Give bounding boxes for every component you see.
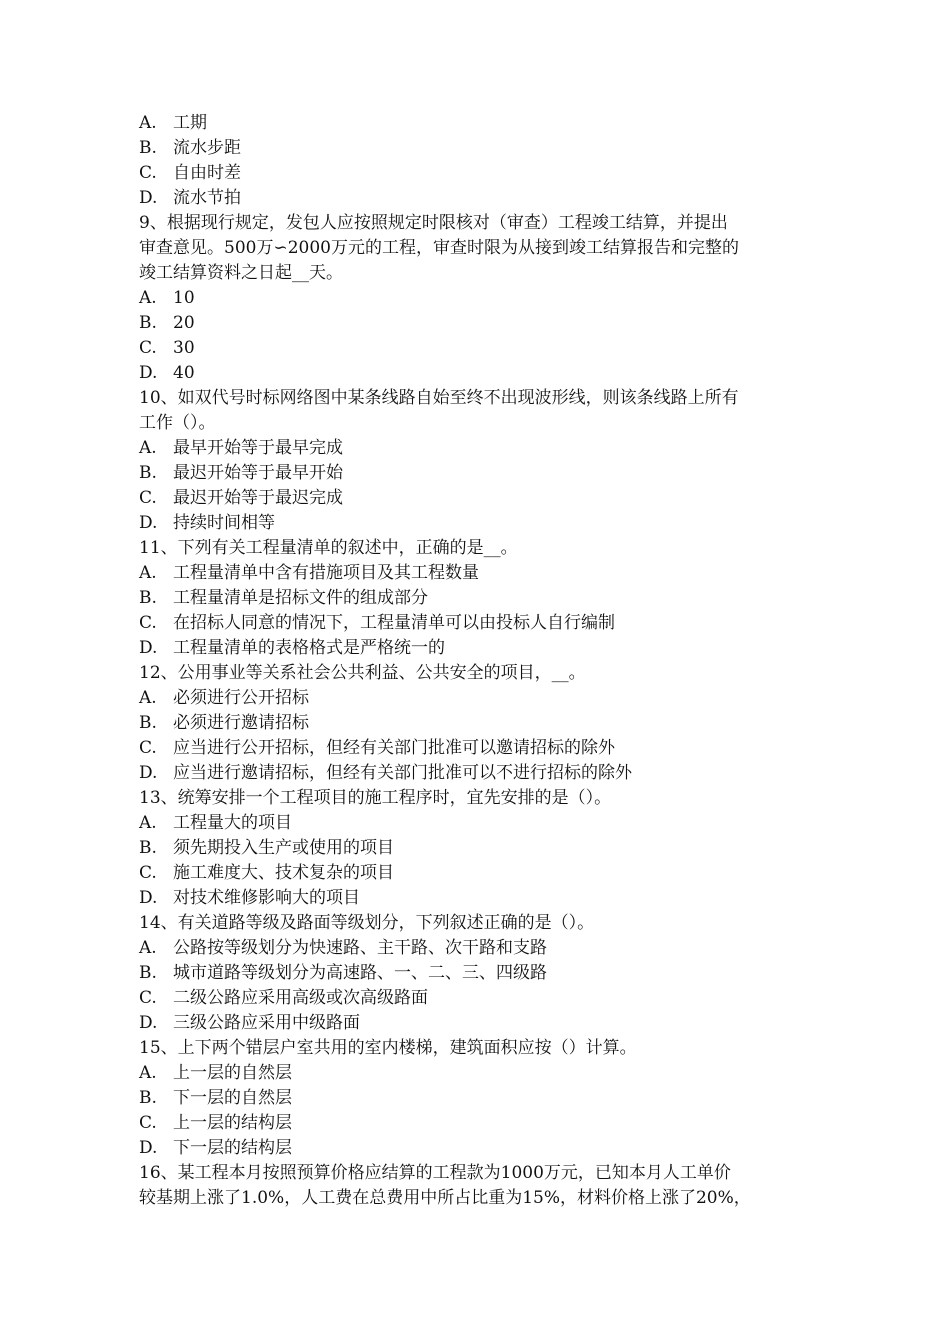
option-text: 须先期投入生产或使用的项目 bbox=[173, 838, 394, 858]
option-text: 应当进行公开招标，但经有关部门批准可以邀请招标的除外 bbox=[173, 738, 615, 758]
answer-option bbox=[139, 111, 819, 136]
option-text: 流水步距 bbox=[173, 138, 241, 158]
answer-option bbox=[139, 511, 819, 536]
option-letter: D. bbox=[139, 188, 158, 208]
option-text: 城市道路等级划分为高速路、一、二、三、四级路 bbox=[173, 963, 547, 983]
option-letter: B. bbox=[139, 313, 157, 333]
answer-option bbox=[139, 711, 819, 736]
option-text: 下一层的结构层 bbox=[173, 1138, 292, 1158]
question-text-line: 14、有关道路等级及路面等级划分，下列叙述正确的是（）。 bbox=[139, 913, 595, 933]
option-letter: D. bbox=[139, 763, 158, 783]
question-text-line: 13、统筹安排一个工程项目的施工程序时，宜先安排的是（）。 bbox=[139, 788, 612, 808]
option-text: 对技术维修影响大的项目 bbox=[173, 888, 360, 908]
answer-option bbox=[139, 636, 819, 661]
option-text: 自由时差 bbox=[173, 163, 241, 183]
option-letter: D. bbox=[139, 513, 158, 533]
option-letter: C. bbox=[139, 338, 157, 358]
option-letter: C. bbox=[139, 738, 157, 758]
option-letter: A. bbox=[139, 288, 157, 308]
option-letter: D. bbox=[139, 638, 158, 658]
option-letter: D. bbox=[139, 888, 158, 908]
option-letter: B. bbox=[139, 138, 157, 158]
option-text: 工程量清单的表格格式是严格统一的 bbox=[173, 638, 445, 658]
answer-option bbox=[139, 1111, 819, 1136]
question-text-line: 11、下列有关工程量清单的叙述中，正确的是__。 bbox=[139, 538, 518, 558]
option-text: 公路按等级划分为快速路、主干路、次干路和支路 bbox=[173, 938, 547, 958]
answer-option bbox=[139, 886, 819, 911]
answer-option bbox=[139, 361, 819, 386]
answer-option bbox=[139, 686, 819, 711]
option-letter: A. bbox=[139, 438, 157, 458]
option-text: 上一层的自然层 bbox=[173, 1063, 292, 1083]
option-text: 工程量清单中含有措施项目及其工程数量 bbox=[173, 563, 479, 583]
option-letter: A. bbox=[139, 1063, 157, 1083]
answer-option bbox=[139, 311, 819, 336]
option-letter: B. bbox=[139, 963, 157, 983]
question-text-line: 10、如双代号时标网络图中某条线路自始至终不出现波形线，则该条线路上所有 bbox=[139, 388, 739, 408]
question-text-line: 9、根据现行规定，发包人应按照规定时限核对（审查）工程竣工结算，并提出 bbox=[139, 213, 728, 233]
option-letter: B. bbox=[139, 588, 157, 608]
answer-option bbox=[139, 286, 819, 311]
option-text: 在招标人同意的情况下，工程量清单可以由投标人自行编制 bbox=[173, 613, 615, 633]
answer-option bbox=[139, 861, 819, 886]
option-letter: C. bbox=[139, 1113, 157, 1133]
option-letter: A. bbox=[139, 813, 157, 833]
answer-option bbox=[139, 436, 819, 461]
option-letter: C. bbox=[139, 863, 157, 883]
option-text: 下一层的自然层 bbox=[173, 1088, 292, 1108]
option-text: 必须进行邀请招标 bbox=[173, 713, 309, 733]
option-letter: D. bbox=[139, 1013, 158, 1033]
answer-option bbox=[139, 1011, 819, 1036]
option-letter: D. bbox=[139, 363, 158, 383]
answer-option bbox=[139, 586, 819, 611]
option-text: 应当进行邀请招标，但经有关部门批准可以不进行招标的除外 bbox=[173, 763, 632, 783]
option-letter: B. bbox=[139, 713, 157, 733]
option-text: 20 bbox=[173, 313, 195, 333]
answer-option bbox=[139, 811, 819, 836]
answer-option bbox=[139, 936, 819, 961]
option-letter: B. bbox=[139, 463, 157, 483]
option-letter: A. bbox=[139, 563, 157, 583]
option-text: 最早开始等于最早完成 bbox=[173, 438, 343, 458]
option-text: 二级公路应采用高级或次高级路面 bbox=[173, 988, 428, 1008]
option-text: 最迟开始等于最迟完成 bbox=[173, 488, 343, 508]
option-text: 上一层的结构层 bbox=[173, 1113, 292, 1133]
option-text: 工程量清单是招标文件的组成部分 bbox=[173, 588, 428, 608]
answer-option bbox=[139, 1136, 819, 1161]
option-letter: D. bbox=[139, 1138, 158, 1158]
answer-option bbox=[139, 461, 819, 486]
question-text-line: 16、某工程本月按照预算价格应结算的工程款为1000万元，已知本月人工单价 bbox=[139, 1163, 731, 1183]
answer-option bbox=[139, 761, 819, 786]
option-letter: C. bbox=[139, 613, 157, 633]
option-letter: A. bbox=[139, 938, 157, 958]
answer-option bbox=[139, 611, 819, 636]
option-text: 30 bbox=[173, 338, 195, 358]
question-text-line: 工作（）。 bbox=[139, 413, 216, 433]
option-text: 必须进行公开招标 bbox=[173, 688, 309, 708]
document-body bbox=[139, 111, 819, 1211]
option-text: 10 bbox=[173, 288, 195, 308]
option-text: 施工难度大、技术复杂的项目 bbox=[173, 863, 394, 883]
option-text: 40 bbox=[173, 363, 195, 383]
answer-option bbox=[139, 1061, 819, 1086]
option-text: 工程量大的项目 bbox=[173, 813, 292, 833]
option-letter: C. bbox=[139, 988, 157, 1008]
option-text: 工期 bbox=[173, 113, 207, 133]
question-text-line: 审查意见。500万∽2000万元的工程，审查时限为从接到竣工结算报告和完整的 bbox=[139, 238, 739, 258]
answer-option bbox=[139, 561, 819, 586]
option-letter: A. bbox=[139, 688, 157, 708]
answer-option bbox=[139, 736, 819, 761]
option-text: 流水节拍 bbox=[173, 188, 241, 208]
option-letter: B. bbox=[139, 1088, 157, 1108]
option-text: 最迟开始等于最早开始 bbox=[173, 463, 343, 483]
option-letter: C. bbox=[139, 488, 157, 508]
option-text: 三级公路应采用中级路面 bbox=[173, 1013, 360, 1033]
option-letter: A. bbox=[139, 113, 157, 133]
answer-option bbox=[139, 336, 819, 361]
answer-option bbox=[139, 986, 819, 1011]
answer-option bbox=[139, 486, 819, 511]
answer-option bbox=[139, 136, 819, 161]
answer-option bbox=[139, 836, 819, 861]
option-text: 持续时间相等 bbox=[173, 513, 275, 533]
option-letter: B. bbox=[139, 838, 157, 858]
question-text-line: 竣工结算资料之日起__天。 bbox=[139, 263, 343, 283]
answer-option bbox=[139, 1086, 819, 1111]
option-letter: C. bbox=[139, 163, 157, 183]
question-text-line: 12、公用事业等关系社会公共利益、公共安全的项目，__。 bbox=[139, 663, 586, 683]
answer-option bbox=[139, 161, 819, 186]
question-text-line: 较基期上涨了1.0%，人工费在总费用中所占比重为15%，材料价格上涨了20%， bbox=[139, 1188, 751, 1208]
answer-option bbox=[139, 961, 819, 986]
answer-option bbox=[139, 186, 819, 211]
question-text-line: 15、上下两个错层户室共用的室内楼梯，建筑面积应按（）计算。 bbox=[139, 1038, 637, 1058]
